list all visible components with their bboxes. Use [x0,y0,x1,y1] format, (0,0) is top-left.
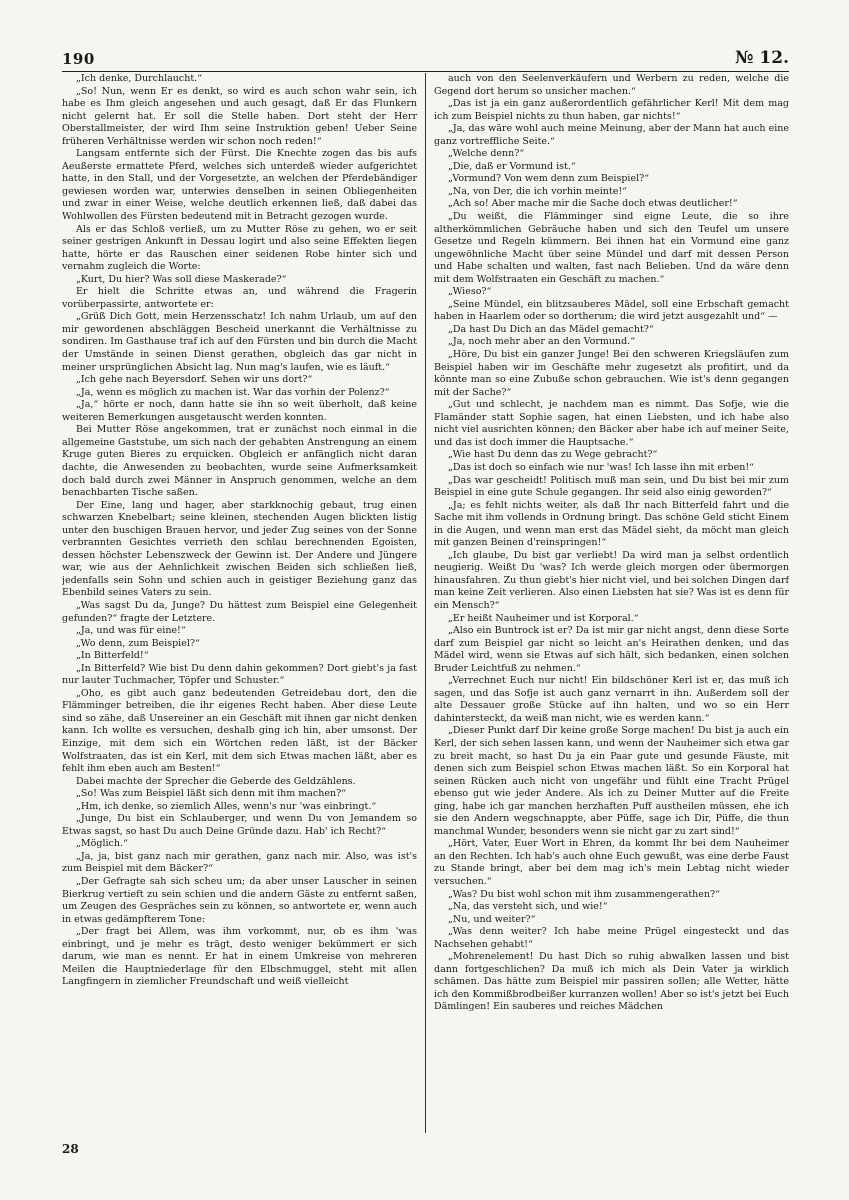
paragraph: „Wieso?“ [448,286,492,298]
paragraph: „Das war gescheidt! Politisch muß man sein, und Du bist bei mir zum Beispiel in eine gute Schule gegangen. Ihr seid also einig geworden?“ [434,474,789,499]
paragraph: „Das ist ja ein ganz außerordentlich gefährlicher Kerl! Mit dem mag ich zum Beispiel nichts zu thun haben, gar nichts!“ [434,98,789,122]
left-column [62,73,425,1133]
paragraph: Dabei machte der Sprecher die Geberde des Geldzählens. [76,775,356,787]
paragraph: „Ja; es fehlt nichts weiter, als daß Ihr nach Bitterfeld fahrt und die Sache mit ihm vollends in Ordnung bringt. Das schöne Geld sticht Einem in die Augen, und wenn man erst das Mädel sieht, da möcht man gleich mit ganzen Beinen d'reinspringen!“ [434,499,789,549]
paragraph: „Dieser Punkt darf Dir keine große Sorge machen! Du bist ja auch ein Kerl, der sich sehen lassen kann, und wenn der Nauheimer sich etwa gar zu breit macht, so hast Du ja ein Paar gute und gesunde Fäuste, mit denen sich zum Beispiel schon Etwas machen läßt. So ein Korporal hat seinen Rücken auch nicht von ungefähr und fühlt eine Tracht Prügel ebenso gut wie jeder Andere. Als ich zu Deiner Mutter auf die Freite ging, habe ich gar manchen herzhaften Puff austheilen müssen, ehe ich sie den Andern wegschnappte, aber Püffe, sage ich Dir, Püffe, die thun manchmal Wunder, besonders wenn sie nicht gar zu zart sind!“ [434,725,789,837]
paragraph: „Vormund? Von wem denn zum Beispiel?“ [448,173,650,185]
paragraph: „Das ist doch so einfach wie nur 'was! Ich lasse ihn mit erben!“ [448,461,755,473]
paragraph: „So! Nun, wenn Er es denkt, so wird es auch schon wahr sein, ich habe es Ihm gleich angesehen und auch gesagt, daß Er das Flunkern nicht gelernt hat. Er soll die Stelle haben. Dort steht der Herr Oberstallmeister, der wird Ihm seine Instruktion geben! Ueber Seine früheren Verhältnisse werden wir schon noch reden!“ [62,85,417,147]
paragraph: „In Bitterfeld? Wie bist Du denn dahin gekommen? Dort giebt's ja fast nur lauter Tuchmacher, Töpfer und Schuster.“ [62,662,417,687]
issue-number: № 12. [735,48,789,68]
paragraph: „Wie hast Du denn das zu Wege gebracht?“ [448,449,658,461]
paragraph: „Na, das versteht sich, und wie!“ [448,901,608,913]
paragraph: „Ja, das wäre wohl auch meine Meinung, aber der Mann hat auch eine ganz vortreffliche Seite.“ [434,123,789,147]
paragraph: „Möglich.“ [76,838,128,850]
paragraph: „Der Gefragte sah sich scheu um; da aber unser Lauscher in seinen Bierkrug vertieft zu sein schien und die andern Gäste zu entfernt saßen, um Zeugen des Gespräches sein zu können, so antwortete er, wenn auch in etwas gedämpfterem Tone: [62,876,417,925]
paragraph: „So! Was zum Beispiel läßt sich denn mit ihm machen?“ [76,788,347,800]
paragraph: „Junge, Du bist ein Schlauberger, und wenn Du von Jemandem so Etwas sagst, so hast Du auch Deine Gründe dazu. Hab' ich Recht?“ [62,813,417,837]
text-columns [62,73,789,1133]
paragraph: „Na, von Der, die ich vorhin meinte!“ [448,185,628,197]
sheet-signature: 28 [62,1142,79,1156]
paragraph: „Ja, ja, bist ganz nach mir gerathen, ganz nach mir. Also, was ist's zum Beispiel mit dem Bäcker?“ [62,850,417,875]
paragraph: „In Bitterfeld!“ [76,650,149,662]
paragraph: Langsam entfernte sich der Fürst. Die Knechte zogen das bis aufs Aeußerste ermattete Pferd, welches sich unterdeß wieder aufgerichtet hatte, in den Stall, und der Vorgesetzte, an welchen der Pferdebändiger gewiesen worden war, unterwies denselben in seinen Obliegenheiten und zwar in einer Weise, welche deutlich erkennen ließ, daß dabei das Wohlwollen des Fürsten bedeutend mit in Betracht gezogen wurde. [62,148,417,223]
paragraph: „Welche denn?“ [448,148,525,160]
paragraph: „Ja, noch mehr aber an den Vormund.“ [448,336,636,348]
paragraph: „Hört, Vater, Euer Wort in Ehren, da kommt Ihr bei dem Nauheimer an den Rechten. Ich hab's auch ohne Euch gewußt, was eine derbe Faust zu Stande bringt, aber bei dem mag ich's mein Lebtag nicht wieder versuchen.“ [434,838,789,887]
paragraph: „Ja, und was für eine!“ [76,625,186,637]
paragraph: „Was denn weiter? Ich habe meine Prügel eingesteckt und das Nachsehen gehabt!“ [434,926,789,950]
paragraph: „Du weißt, die Flämminger sind eigne Leute, die so ihre altherkömmlichen Gebräuche haben und sich den Teufel um unsere Gesetze und Regeln kümmern. Bei ihnen hat ein Vormund eine ganz ungewöhnliche Macht über seine Mündel und darf mit dessen Person und Habe schalten und walten, fast nach Belieben. Und da wäre denn mit dem Wolfstraaten ein Geschäft zu machen.“ [434,211,789,285]
paragraph: „Da hast Du Dich an das Mädel gemacht?“ [448,323,654,335]
paragraph: „Der fragt bei Allem, was ihm vorkommt, nur, ob es ihm 'was einbringt, und je mehr es trägt, desto weniger bekümmert er sich darum, wie man es nennt. Er hat in einem Umkreise von mehreren Meilen die Hauptniederlage für den Elbschmuggel, steht mit allen Langfingern in ziemlicher Freundschaft und weiß vielleicht [62,926,417,988]
paragraph: „Was? Du bist wohl schon mit ihm zusammengerathen?“ [448,888,720,900]
paragraph: „Gut und schlecht, je nachdem man es nimmt. Das Sofje, wie die Flamänder statt Sophie sagen, hat einen Liebsten, und ich habe also nicht viel ausrichten können; den Bäcker aber habe ich auf meiner Seite, und das ist doch immer die Hauptsache.“ [434,399,789,448]
paragraph: „Verrechnet Euch nur nicht! Ein bildschöner Kerl ist er, das muß ich sagen, und das Sofje ist auch ganz vernarrt in ihn. Außerdem soll der alte Dessauer große Stücke auf ihn halten, und wo so ein Herr dahintersteckt, da weiß man nicht, wie es werden kann.“ [434,675,789,724]
paragraph: „Hm, ich denke, so ziemlich Alles, wenn's nur 'was einbringt.“ [76,800,377,812]
paragraph: Bei Mutter Röse angekommen, trat er zunächst noch einmal in die allgemeine Gaststube, um sich nach der gehabten Anstrengung an einem Kruge guten Bieres zu erquicken. Obgleich er anfänglich nicht daran dachte, die Anwesenden zu beobachten, wurde seine Aufmerksamkeit doch bald durch zwei Männer in Anspruch genommen, welche an dem benachbarten Tische saßen. [62,424,417,499]
page-header [62,44,789,72]
paragraph: Als er das Schloß verließ, um zu Mutter Röse zu gehen, wo er seit seiner gestrigen Ankunft in Dessau logirt und also seine Effekten liegen hatte, hörte er das Rauschen einer seidenen Robe hinter sich und vernahm zugleich die Worte: [62,223,417,273]
paragraph: auch von den Seelenverkäufern und Werbern zu reden, welche die Gegend dort herum so unsicher machen.“ [434,73,789,97]
paragraph: „Kurt, Du hier? Was soll diese Maskerade?“ [76,273,287,285]
paragraph: Der Eine, lang und hager, aber starkknochig gebaut, trug einen schwarzen Knebelbart; seine kleinen, stechenden Augen blickten listig unter den buschigen Brauen hervor, und jeder Zug seines von der Sonne verbrannten Gesichtes verrieth den schlau berechnenden Egoisten, dessen höchster Lebenszweck der Gewinn ist. Der Andere und Jüngere war, wie aus der Aehnlichkeit zwischen Beiden sich schließen ließ, jedenfalls sein Sohn und schien auch in geistiger Beziehung ganz das Ebenbild seines Vaters zu sein. [62,499,417,599]
paragraph: Er hielt die Schritte etwas an, und während die Fragerin vorüberpassirte, antwortete er: [62,286,417,310]
paragraph: „Ich glaube, Du bist gar verliebt! Da wird man ja selbst ordentlich neugierig. Weißt Du 'was? Ich werde gleich morgen oder übermorgen hinausfahren. Zu thun giebt's hier nicht viel, und bei solchen Dingen darf man keine Zeit verlieren. Also einen Liebsten hat sie? Was ist es denn für ein Mensch?“ [434,549,789,611]
right-column [425,73,789,1133]
paragraph: „Die, daß er Vormund ist.“ [448,160,576,172]
paragraph: „Mohrenelement! Du hast Dich so ruhig abwalken lassen und bist dann fortgeschlichen? Da muß ich mich als Dein Vater ja wirklich schämen. Das hätte zum Beispiel mir passiren sollen; alle Wetter, hätte ich den Kommißbrodbeißer kurranzen wollen! Aber so ist's jetzt bei Euch Dämlingen! Ein sauberes und reiches Mädchen [434,951,789,1013]
paragraph: „Er heißt Nauheimer und ist Korporal.“ [448,612,639,624]
paragraph: „Nu, und weiter?“ [448,913,536,925]
paragraph: „Höre, Du bist ein ganzer Junge! Bei den schweren Kriegsläufen zum Beispiel haben wir im Geschäfte mehr zugesetzt als profitirt, und da könnte man so eine Zubuße schon gebrauchen. Wie ist's denn gegangen mit der Sache?“ [434,349,789,398]
paragraph: „Ich gehe nach Beyersdorf. Sehen wir uns dort?“ [76,374,313,386]
paragraph: „Was sagst Du da, Junge? Du hättest zum Beispiel eine Gelegenheit gefunden?“ fragte der Letztere. [62,599,417,624]
paragraph: „Seine Mündel, ein blitzsauberes Mädel, soll eine Erbschaft gemacht haben in Haarlem oder so dortherum; die wird jetzt ausgezahlt und“ — [434,298,789,323]
paragraph: „Ja, wenn es möglich zu machen ist. War das vorhin der Polenz?“ [76,386,390,398]
paragraph: „Ich denke, Durchlaucht.“ [76,73,203,84]
page-number: 190 [62,50,95,68]
paragraph: „Also ein Buntrock ist er? Da ist mir gar nicht angst, denn diese Sorte darf zum Beispiel gar nicht so leicht an's Heirathen denken, und das Mädel wird, wenn sie Etwas auf sich hält, sich bedanken, einen solchen Bruder Leichtfuß zu nehmen.“ [434,625,789,674]
paragraph: „Ja,“ hörte er noch, dann hatte sie ihn so weit überholt, daß keine weiteren Bemerkungen ausgetauscht werden konnten. [62,399,417,423]
paragraph: „Grüß Dich Gott, mein Herzensschatz! Ich nahm Urlaub, um auf den mir gewordenen abschläggen Bescheid unerkannt die Verhältnisse zu sondiren. Im Gasthause traf ich auf den Fürsten und bin durch die Macht der Umstände in seinen Dienst gerathen, obgleich das gar nicht in meiner ursprünglichen Absicht lag. Nun mag's laufen, wie es läuft.“ [62,311,417,373]
paragraph: „Oho, es gibt auch ganz bedeutenden Getreidebau dort, den die Flämminger betreiben, die ihr eigenes Recht haben. Aber diese Leute sind so zähe, daß Unsereiner an ein Geschäft mit ihnen gar nicht denken kann. Ich wollte es versuchen, deshalb ging ich hin, aber umsonst. Der Einzige, mit dem sich ein Wörtchen reden läßt, ist der Bäcker Wolfstraaten, das ist ein Kerl, mit dem sich Etwas machen läßt, aber es fehlt ihm eben auch am Besten!“ [62,687,417,775]
paragraph: „Wo denn, zum Beispiel?“ [76,637,200,649]
paragraph: „Ach so! Aber mache mir die Sache doch etwas deutlicher!“ [448,198,738,210]
